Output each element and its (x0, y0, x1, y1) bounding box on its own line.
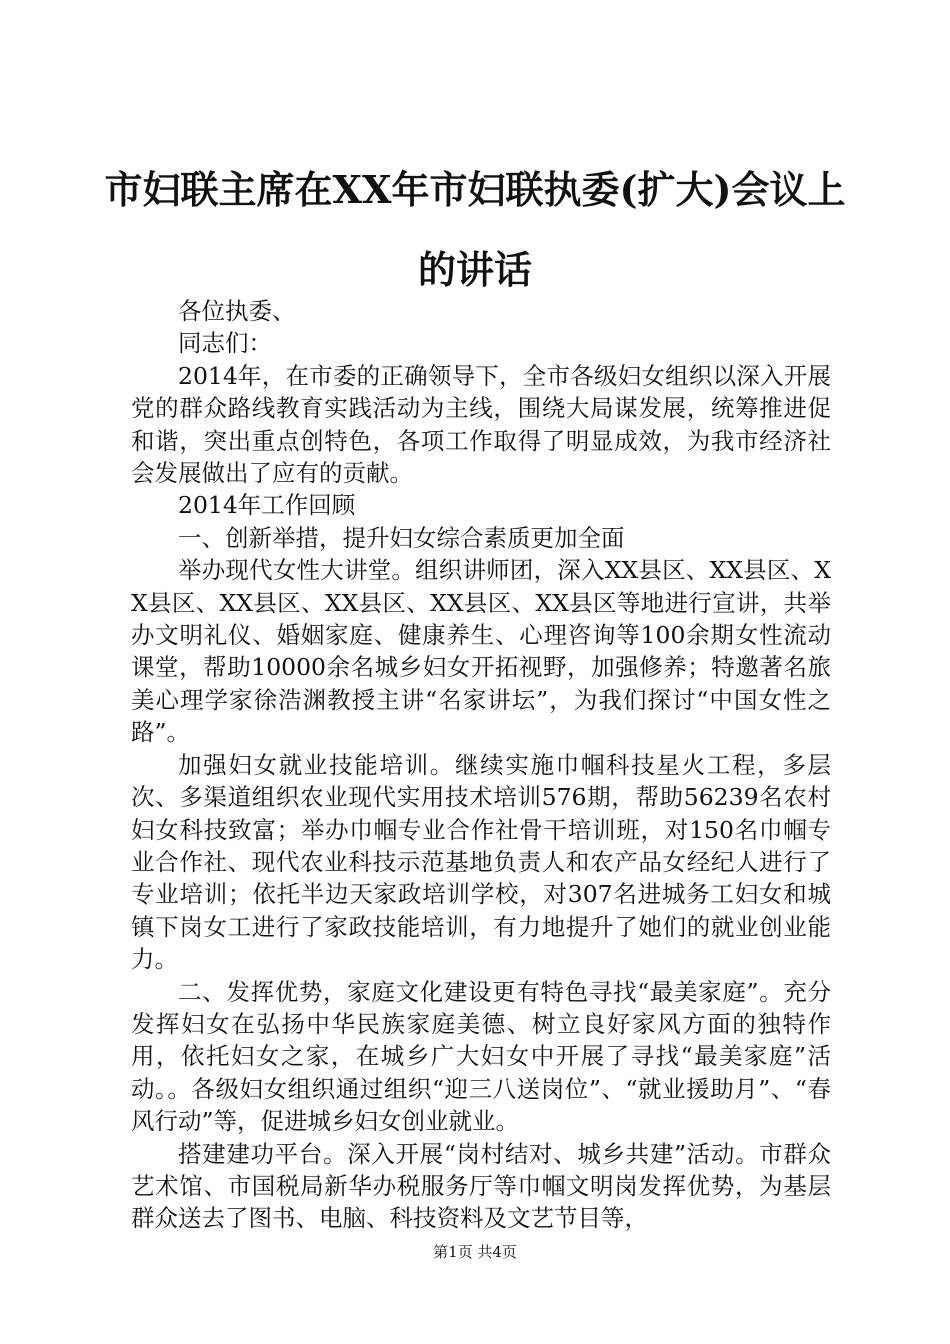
body-paragraph: 举办现代女性大讲堂。组织讲师团，深入XX县区、XX县区、XX县区、XX县区、XX县区、XX县区、XX县区等地进行宣讲，共举办文明礼仪、婚姻家庭、健康养生、心理咨询等100余期女性流动课堂，帮助10000余名城乡妇女开拓视野，加强修养；特邀著名旅美心理学家徐浩渊教授主讲“名家讲坛”，为我们探讨“中国女性之路”。 (131, 556, 831, 747)
salutation-line: 各位执委、 (178, 297, 296, 325)
body-paragraph: 2014年，在市委的正确领导下，全市各级妇女组织以深入开展党的群众路线教育实践活动为主线，围绕大局谋发展，统筹推进促和谐，突出重点创特色，各项工作取得了明显成效，为我市经济社会发展做出了应有的贡献。 (131, 361, 831, 488)
document-body (131, 295, 831, 1235)
body-paragraph: 二、发挥优势，家庭文化建设更有特色寻找“最美家庭”。充分发挥妇女在弘扬中华民族家庭美德、树立良好家风方面的独特作用，依托妇女之家，在城乡广大妇女中开展了寻找“最美家庭”活动。。各级妇女组织通过组织“迎三八送岗位”、“就业援助月”、“春风行动”等，促进城乡妇女创业就业。 (131, 977, 831, 1136)
body-paragraph: 加强妇女就业技能培训。继续实施巾帼科技星火工程，多层次、多渠道组织农业现代实用技术培训576期，帮助56239名农村妇女科技致富；举办巾帼专业合作社骨干培训班，对150名巾帼专业合作社、现代农业科技示范基地负责人和农产品女经纪人进行了专业培训；依托半边天家政培训学校，对307名进城务工妇女和城镇下岗女工进行了家政技能培训，有力地提升了她们的就业创业能力。 (131, 750, 831, 974)
page-footer: 第1页 共4页 (433, 1243, 517, 1261)
body-paragraph: 搭建建功平台。深入开展“岗村结对、城乡共建”活动。市群众艺术馆、市国税局新华办税服务厅等巾帼文明岗发挥优势，为基层群众送去了图书、电脑、科技资料及文艺节目等， (131, 1139, 831, 1233)
document-title: 市妇联主席在XX年市妇联执委(扩大)会议上的讲话 (104, 167, 846, 292)
section-heading: 2014年工作回顾 (178, 491, 356, 520)
salutation-line: 同志们： (178, 329, 272, 358)
section-heading: 一、创新举措，提升妇女综合素质更加全面 (178, 523, 625, 552)
